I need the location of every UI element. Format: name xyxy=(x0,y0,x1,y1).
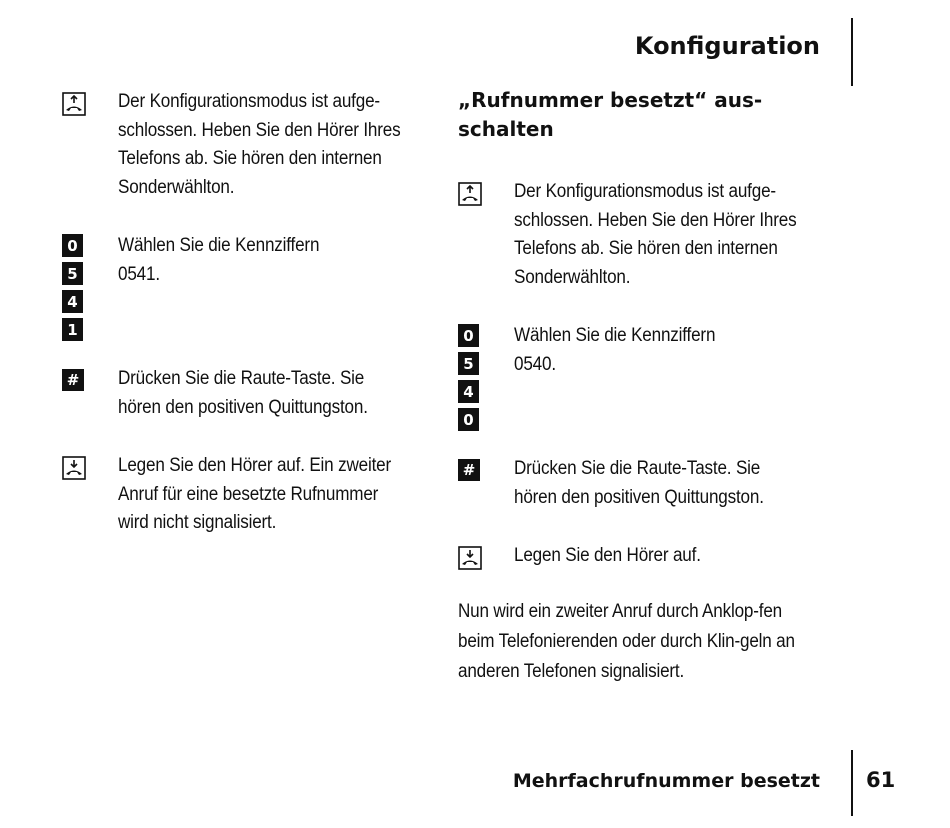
hash-key-icon: # xyxy=(62,369,84,391)
section-heading: „Rufnummer besetzt“ aus-schalten xyxy=(458,88,763,141)
step-text: Drücken Sie die Raute-Taste. Sie hören den positiven Quittungston. xyxy=(118,368,368,418)
handset-lift-icon xyxy=(62,88,118,116)
hash-key-icon: # xyxy=(458,459,480,481)
handset-hangup-icon xyxy=(62,452,118,480)
digit-keys xyxy=(458,322,514,431)
digit-key-icon: 0 xyxy=(62,234,83,257)
step-text: Drücken Sie die Raute-Taste. Sie hören den positiven Quittungston. xyxy=(514,458,764,508)
step-text: Legen Sie den Hörer auf. xyxy=(514,545,701,566)
step-text: Legen Sie den Hörer auf. Ein zweiter Anruf für eine besetzte Rufnummer wird nicht signalisiert. xyxy=(118,455,391,533)
left-step-lift xyxy=(62,88,432,202)
left-column xyxy=(62,88,432,538)
handset-lift-icon xyxy=(458,178,514,206)
right-step-hash xyxy=(458,455,828,512)
digit-key-icon: 4 xyxy=(62,290,83,313)
right-step-hangup xyxy=(458,542,828,571)
page-header-title: Konfiguration xyxy=(634,32,820,60)
digit-keys xyxy=(62,232,118,341)
right-column xyxy=(458,86,828,687)
digit-key-icon: 5 xyxy=(458,352,479,375)
step-text: Wählen Sie die Kennziffern 0541. xyxy=(118,235,320,285)
closing-paragraph: Nun wird ein zweiter Anruf durch Anklop-fen beim Telefonierenden oder durch Klin-geln an anderen Telefonen signalisiert. xyxy=(458,600,795,682)
digit-key-icon: 4 xyxy=(458,380,479,403)
right-step-digits xyxy=(458,322,828,431)
hash-key xyxy=(62,365,118,391)
left-step-hangup xyxy=(62,452,432,538)
handset-hangup-icon xyxy=(458,542,514,570)
right-step-lift xyxy=(458,178,828,292)
step-text: Der Konfigurationsmodus ist aufge-schlossen. Heben Sie den Hörer Ihres Telefons ab. Sie hören den internen Sonderwählton. xyxy=(514,181,797,288)
header-divider xyxy=(851,18,853,86)
left-step-hash xyxy=(62,365,432,422)
left-step-digits xyxy=(62,232,432,341)
digit-key-icon: 1 xyxy=(62,318,83,341)
page-footer-title: Mehrfachrufnummer besetzt xyxy=(512,770,820,792)
digit-key-icon: 0 xyxy=(458,324,479,347)
step-text: Wählen Sie die Kennziffern 0540. xyxy=(514,325,716,375)
step-text: Der Konfigurationsmodus ist aufge-schlossen. Heben Sie den Hörer Ihres Telefons ab. Sie hören den internen Sonderwählton. xyxy=(118,91,401,198)
digit-key-icon: 0 xyxy=(458,408,479,431)
page-number: 61 xyxy=(866,768,896,792)
hash-key xyxy=(458,455,514,481)
footer-divider xyxy=(851,750,853,816)
digit-key-icon: 5 xyxy=(62,262,83,285)
